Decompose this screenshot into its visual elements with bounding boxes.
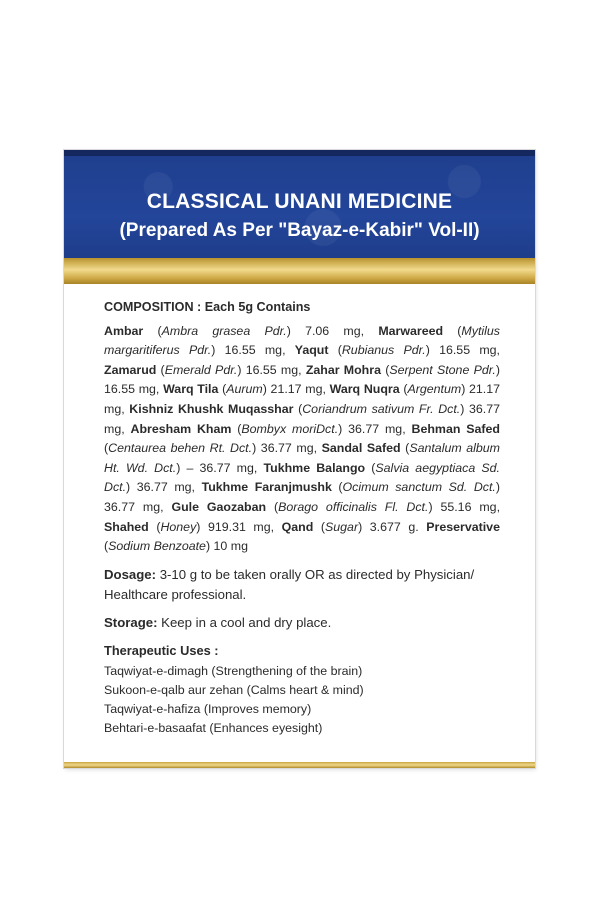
ingredient-latin: Rubianus Pdr. xyxy=(341,343,426,358)
ingredient-qty: 21.17 mg xyxy=(104,382,501,416)
ingredient-name: Qand xyxy=(281,519,314,534)
ingredient-name: Tukhme Faranjmushk xyxy=(201,480,332,495)
ingredient-qty: 16.55 mg xyxy=(245,362,299,377)
therapeutic-item: Taqwiyat-e-hafiza (Improves memory) xyxy=(104,702,312,717)
ingredient-name: Kishniz Khushk Muqasshar xyxy=(129,401,294,416)
ingredient-name: Preservative xyxy=(426,519,500,534)
ingredient-latin: Serpent Stone Pdr. xyxy=(389,362,496,377)
label-content xyxy=(104,298,500,738)
ingredient-name: Abresham Kham xyxy=(130,421,232,436)
ingredient-name: Shahed xyxy=(104,519,149,534)
header-title: CLASSICAL UNANI MEDICINE xyxy=(146,190,453,213)
ingredient-qty: 3.677 g. xyxy=(369,519,419,534)
ingredient-name: Marwareed xyxy=(378,323,444,338)
ingredient-name: Tukhme Balango xyxy=(263,460,366,475)
ingredient-name: Behman Safed xyxy=(411,421,500,436)
ingredient-qty: 36.77 mg xyxy=(136,480,192,495)
ingredient-name: Warq Tila xyxy=(163,382,219,397)
ingredient-qty: 36.77 mg xyxy=(348,421,403,436)
header-subtitle: (Prepared As Per "Bayaz-e-Kabir" Vol-II) xyxy=(119,220,480,241)
ingredient-qty: 16.55 mg xyxy=(224,343,283,358)
ingredient-latin: Ocimum sanctum Sd. Dct. xyxy=(342,480,496,495)
ingredient-name: Sandal Safed xyxy=(321,441,401,456)
ingredient-qty: 10 mg xyxy=(213,539,248,554)
storage-section xyxy=(104,613,500,633)
ingredient-qty: 919.31 mg xyxy=(207,519,271,534)
ingredient-qty: 16.55 mg xyxy=(439,343,497,358)
ingredient-latin: Bombyx moriDct. xyxy=(241,421,339,436)
gold-band xyxy=(64,258,535,284)
ingredient-name: Yaqut xyxy=(294,343,329,358)
therapeutic-list xyxy=(104,662,500,738)
ingredient-latin: Coriandrum sativum Fr. Dct. xyxy=(302,401,461,416)
ingredient-latin: Sugar xyxy=(325,519,359,534)
ingredient-name: Gule Gaozaban xyxy=(171,499,267,514)
therapeutic-item: Behtari-e-basaafat (Enhances eyesight) xyxy=(104,721,323,736)
ingredient-name: Warq Nuqra xyxy=(329,382,400,397)
ingredient-latin: Borago officinalis Fl. Dct. xyxy=(278,499,429,514)
gold-bottom-band xyxy=(64,762,535,768)
ingredient-latin: Centaurea behen Rt. Dct. xyxy=(108,441,253,456)
ingredient-name: Zamarud xyxy=(104,362,157,377)
dosage-label: Dosage: xyxy=(104,566,157,582)
ingredient-latin: Argentum xyxy=(407,382,462,397)
ingredient-qty: – 36.77 mg xyxy=(186,460,254,475)
ingredient-latin: Mytilus margaritiferus Pdr. xyxy=(104,323,500,358)
ingredient-qty: 7.06 mg xyxy=(305,323,361,338)
therapeutic-item: Sukoon-e-qalb aur zehan (Calms heart & mind) xyxy=(104,683,364,698)
storage-text: Keep in a cool and dry place. xyxy=(161,614,332,630)
ingredient-qty: 36.77 mg xyxy=(104,401,501,436)
ingredient-name: Zahar Mohra xyxy=(305,362,381,377)
ingredient-latin: Sodium Benzoate xyxy=(108,539,206,554)
ingredient-name: Ambar xyxy=(104,323,144,338)
composition-heading: COMPOSITION : Each 5g Contains xyxy=(104,300,311,314)
ingredient-qty: 16.55 mg xyxy=(104,382,156,397)
header-band xyxy=(64,150,535,258)
ingredient-latin: Salvia aegyptiaca Sd. Dct. xyxy=(104,460,500,495)
composition-text: Ambar (Ambra grasea Pdr.) 7.06 mg, Marwareed (Mytilus margaritiferus Pdr.) 16.55 mg, Yaqut (Rubianus Pdr.) 16.55 mg, Zamarud (Emerald Pdr.) 16.55 mg, Zahar Mohra (Serpent Stone Pdr.) 16.55 mg, Warq Tila (Aurum) 21.17 mg, Warq Nuqra (Argentum) 21.17 mg, Kishniz Khushk Muqasshar (Coriandrum sativum Fr. Dct.) 36.77 mg, Abresham Kham (Bombyx moriDct.) 36.77 mg, Behman Safed (Centaurea behen Rt. Dct.) 36.77 mg, Sandal Safed (Santalum album Ht. Wd. Dct.) – 36.77 mg, Tukhme Balango (Salvia aegyptiaca Sd. Dct.) 36.77 mg, Tukhme Faranjmushk (Ocimum sanctum Sd. Dct.) 36.77 mg, Gule Gaozaban (Borago officinalis Fl. Dct.) 55.16 mg, Shahed (Honey) 919.31 mg, Qand (Sugar) 3.677 g. Preservative (Sodium Benzoate) 10 mg xyxy=(104,323,501,554)
ingredient-latin: Aurum xyxy=(226,382,263,397)
ingredient-latin: Ambra grasea Pdr. xyxy=(161,323,287,338)
storage-label: Storage: xyxy=(104,614,158,630)
ingredient-latin: Santalum album Ht. Wd. Dct. xyxy=(104,441,500,475)
dosage-section xyxy=(104,565,500,605)
ingredient-qty: 36.77 mg xyxy=(260,441,314,456)
dosage-text: 3-10 g to be taken orally OR as directed by Physician/ Healthcare professional. xyxy=(104,566,475,602)
therapeutic-heading: Therapeutic Uses : xyxy=(104,642,219,658)
ingredient-latin: Honey xyxy=(160,519,197,534)
ingredient-latin: Emerald Pdr. xyxy=(164,362,238,377)
ingredient-qty: 36.77 mg xyxy=(104,499,161,514)
ingredient-qty: 55.16 mg xyxy=(440,499,497,514)
product-box-panel xyxy=(64,150,535,768)
therapeutic-item: Taqwiyat-e-dimagh (Strengthening of the brain) xyxy=(104,664,363,679)
ingredient-qty: 21.17 mg xyxy=(270,382,323,397)
